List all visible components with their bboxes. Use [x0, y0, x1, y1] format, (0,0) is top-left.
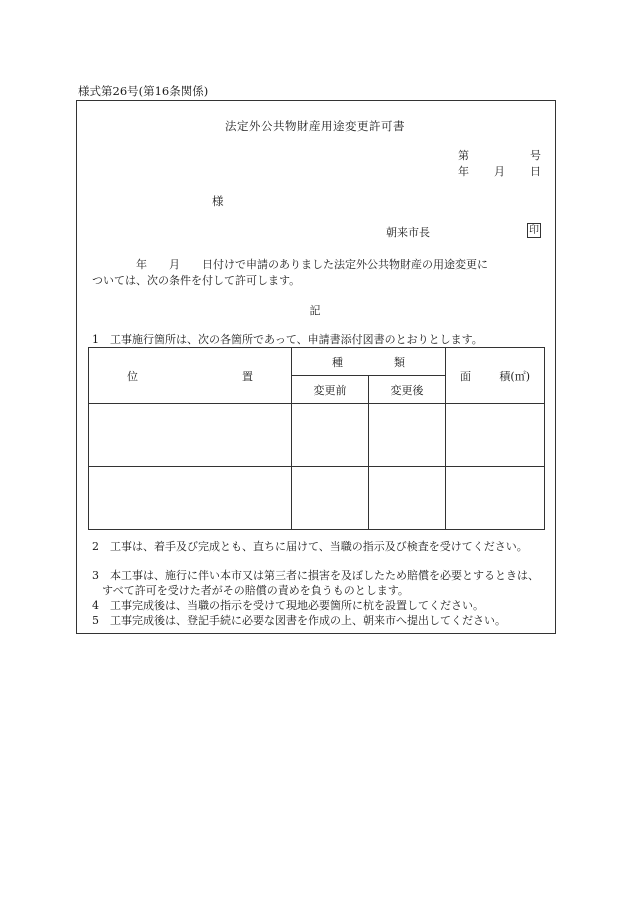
table-cell	[292, 467, 369, 530]
table-cell	[89, 467, 292, 530]
after-change-header: 変更後	[369, 376, 446, 404]
condition-4: 4 工事完成後は、当職の指示を受けて現地必要箇所に杭を設置してください。	[92, 599, 484, 612]
number-prefix: 第	[458, 149, 469, 162]
number-suffix: 号	[530, 149, 541, 162]
date-year: 年	[458, 165, 469, 178]
form-number-label: 様式第26号(第16条関係)	[78, 84, 209, 98]
seal-stamp-box: 印	[529, 225, 539, 236]
kind-header-char-2: 類	[394, 355, 405, 369]
construction-site-table	[88, 347, 545, 530]
body-text-line-1: 年 月 日付けで申請のありました法定外公共物財産の用途変更に	[92, 258, 488, 271]
date-day: 日	[530, 165, 541, 178]
table-cell	[292, 404, 369, 467]
position-header-char-1: 位	[127, 369, 138, 383]
body-text-line-2: ついては、次の条件を付して許可します。	[92, 274, 301, 287]
area-header-char-1: 面	[460, 369, 471, 383]
before-change-header: 変更前	[292, 376, 369, 404]
ki-heading: 記	[309, 304, 321, 317]
position-header	[89, 348, 292, 404]
recipient-honorific: 様	[212, 194, 224, 208]
position-header-char-2: 置	[242, 369, 253, 383]
kind-header	[292, 348, 446, 376]
area-header-rest: 積(㎡)	[499, 369, 530, 383]
table-cell	[446, 467, 545, 530]
condition-2-text: 2 工事は、着手及び完成とも、直ちに届けて、当職の指示及び検査を受けてください。	[92, 540, 528, 553]
area-header	[446, 348, 545, 404]
condition-2	[92, 540, 546, 555]
table-cell	[446, 404, 545, 467]
condition-1: 1 工事施行箇所は、次の各箇所であって、申請書添付図書のとおりとします。	[92, 333, 483, 346]
issuer-name: 朝来市長	[386, 226, 430, 239]
table-cell	[369, 404, 446, 467]
date-month: 月	[494, 165, 505, 178]
table-cell	[89, 404, 292, 467]
condition-5: 5 工事完成後は、登記手続に必要な図書を作成の上、朝来市へ提出してください。	[92, 614, 506, 627]
table-cell	[369, 467, 446, 530]
document-title: 法定外公共物財産用途変更許可書	[225, 119, 405, 133]
condition-3	[92, 569, 546, 599]
kind-header-char-1: 種	[332, 355, 343, 369]
condition-3-text: 3 本工事は、施行に伴い本市又は第三者に損害を及ぼしたため賠償を必要とするときは、すべて許可を受けた者がその賠償の責めを負うものとします。	[92, 569, 539, 597]
